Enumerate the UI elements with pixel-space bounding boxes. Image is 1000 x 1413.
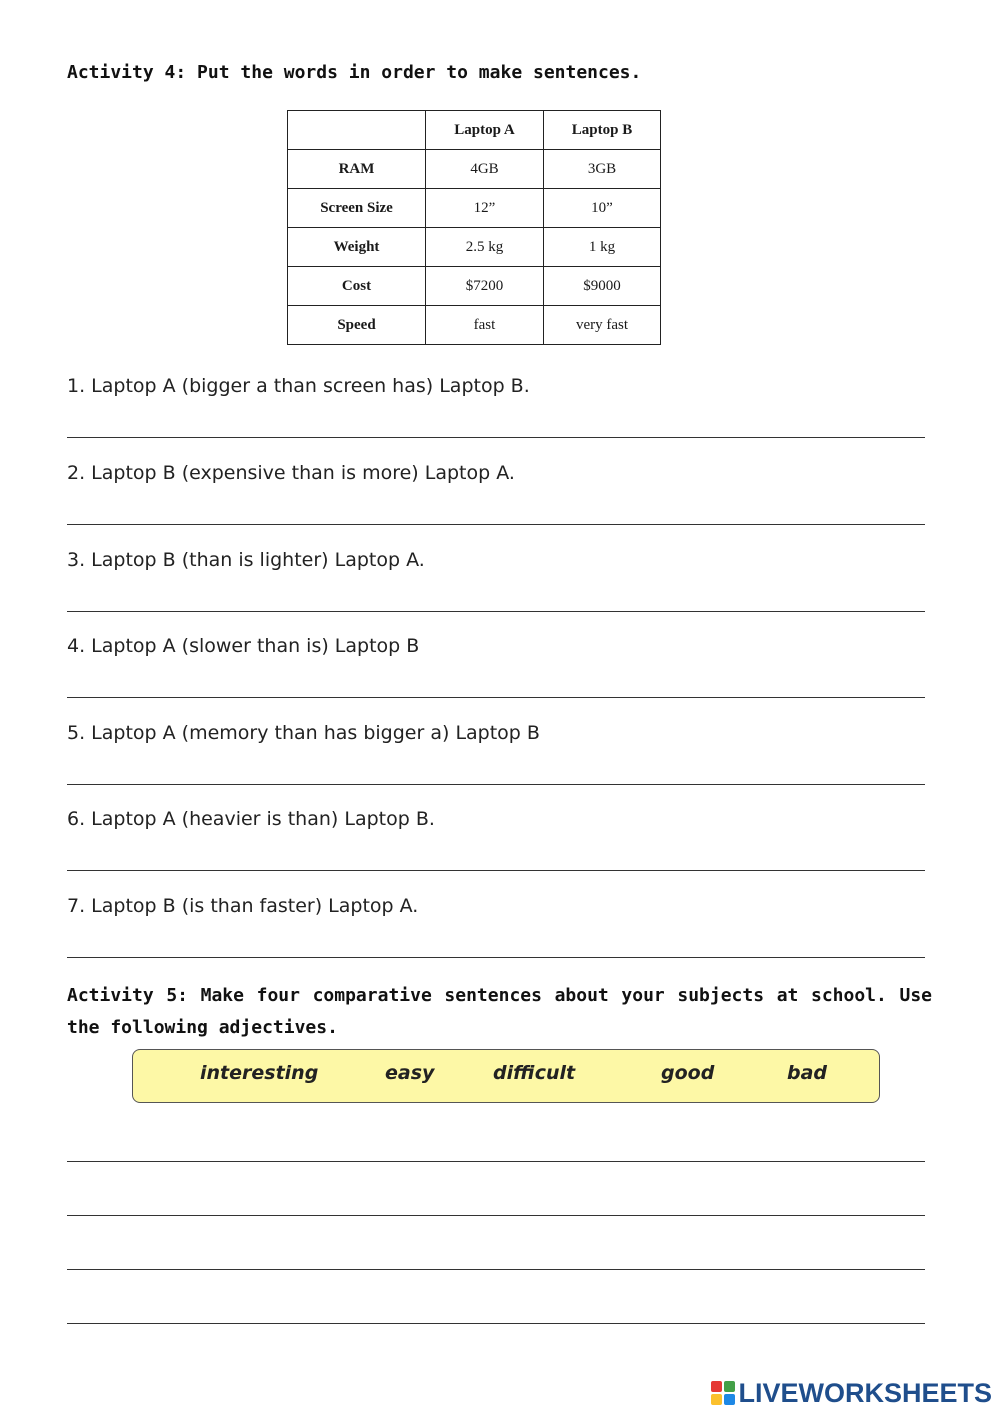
table-header-row xyxy=(288,111,661,150)
answer-line-7[interactable] xyxy=(67,957,925,958)
answer-line-1[interactable] xyxy=(67,437,925,438)
laptop-a-value: 2.5 kg xyxy=(426,228,544,267)
table-row xyxy=(288,267,661,306)
laptop-a-value: fast xyxy=(426,306,544,345)
logo-square xyxy=(724,1394,735,1405)
question-3: 3. Laptop B (than is lighter) Laptop A. xyxy=(67,549,425,571)
question-5: 5. Laptop A (memory than has bigger a) Laptop B xyxy=(67,722,540,744)
adjective-word: difficult xyxy=(493,1062,576,1084)
liveworksheets-brand xyxy=(711,1377,992,1409)
answer-line-3[interactable] xyxy=(67,611,925,612)
adjective-word-box xyxy=(132,1049,880,1103)
laptop-a-value: $7200 xyxy=(426,267,544,306)
table-row xyxy=(288,189,661,228)
row-label: RAM xyxy=(288,150,426,189)
answer-line-5[interactable] xyxy=(67,784,925,785)
adjective-word: easy xyxy=(385,1062,435,1084)
adjective-word: interesting xyxy=(200,1062,319,1084)
logo-square xyxy=(711,1381,722,1392)
answer-line-6[interactable] xyxy=(67,870,925,871)
sentence-line-2[interactable] xyxy=(67,1215,925,1216)
laptop-b-value: 3GB xyxy=(544,150,661,189)
answer-line-2[interactable] xyxy=(67,524,925,525)
row-label: Weight xyxy=(288,228,426,267)
laptop-comparison-table xyxy=(287,110,661,345)
brand-name: LIVEWORKSHEETS xyxy=(738,1377,992,1408)
question-1: 1. Laptop A (bigger a than screen has) Laptop B. xyxy=(67,375,530,397)
table-row xyxy=(288,306,661,345)
sentence-line-3[interactable] xyxy=(67,1269,925,1270)
row-label: Screen Size xyxy=(288,189,426,228)
activity-4-heading: Activity 4: Put the words in order to make sentences. xyxy=(67,62,642,83)
adjective-word: good xyxy=(661,1062,715,1084)
activity-5-heading: Activity 5: Make four comparative sentences about your subjects at school. Use the following adjectives. xyxy=(67,985,932,1038)
adjective-word: bad xyxy=(787,1062,828,1084)
row-label: Cost xyxy=(288,267,426,306)
liveworksheets-logo-icon xyxy=(711,1381,735,1405)
row-label: Speed xyxy=(288,306,426,345)
logo-square xyxy=(711,1394,722,1405)
laptop-b-value: very fast xyxy=(544,306,661,345)
laptop-a-value: 4GB xyxy=(426,150,544,189)
laptop-b-value: 10” xyxy=(544,189,661,228)
table-header-laptop-a: Laptop A xyxy=(426,111,544,150)
table-row xyxy=(288,228,661,267)
laptop-b-value: $9000 xyxy=(544,267,661,306)
question-2: 2. Laptop B (expensive than is more) Laptop A. xyxy=(67,462,515,484)
laptop-b-value: 1 kg xyxy=(544,228,661,267)
question-7: 7. Laptop B (is than faster) Laptop A. xyxy=(67,895,419,917)
logo-square xyxy=(724,1381,735,1392)
sentence-line-1[interactable] xyxy=(67,1161,925,1162)
laptop-a-value: 12” xyxy=(426,189,544,228)
answer-line-4[interactable] xyxy=(67,697,925,698)
question-4: 4. Laptop A (slower than is) Laptop B xyxy=(67,635,420,657)
table-header-laptop-b: Laptop B xyxy=(544,111,661,150)
table-row xyxy=(288,150,661,189)
table-header-empty xyxy=(288,111,426,150)
sentence-line-4[interactable] xyxy=(67,1323,925,1324)
question-6: 6. Laptop A (heavier is than) Laptop B. xyxy=(67,808,435,830)
